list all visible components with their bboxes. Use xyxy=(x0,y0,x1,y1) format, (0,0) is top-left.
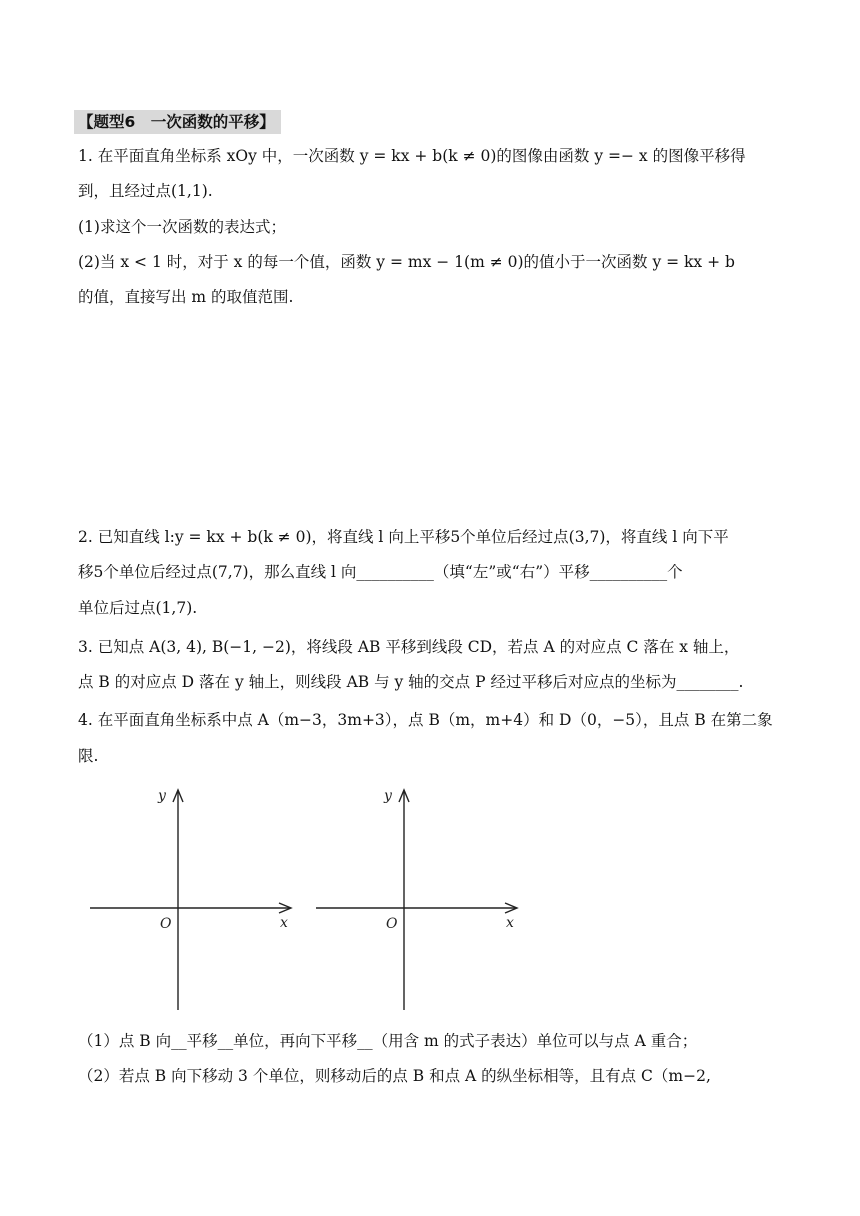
x-axis-label-right: x xyxy=(506,915,514,931)
section-title: 【题型6 一次函数的平移】 xyxy=(74,110,281,134)
problem-2-line-3: 单位后过点(1,7). xyxy=(78,599,198,617)
x-axis-label-left: x xyxy=(280,915,288,931)
coordinate-axes-right xyxy=(312,784,522,1014)
problem-2-line-1: 2. 已知直线 l:y = kx + b(k ≠ 0)，将直线 l 向上平移5个单位后经过点(3,7)，将直线 l 向下平 xyxy=(78,528,729,546)
problem-4-line-2: 限. xyxy=(78,747,99,765)
problem-3-line-2: 点 B 的对应点 D 落在 y 轴上，则线段 AB 与 y 轴的交点 P 经过平移后对应点的坐标为________. xyxy=(78,673,744,691)
problem-1-part-1: (1)求这个一次函数的表达式； xyxy=(78,218,286,236)
problem-1-part-2-cont: 的值，直接写出 m 的取值范围. xyxy=(78,288,294,306)
problem-4-part-2: （2）若点 B 向下移动 3 个单位，则移动后的点 B 和点 A 的纵坐标相等，且有点 C（m−2, xyxy=(78,1067,711,1085)
origin-label-right: O xyxy=(386,916,398,932)
y-axis-label-right: y xyxy=(384,788,392,804)
problem-1-line-2: 到，且经过点(1,1). xyxy=(78,182,213,200)
problem-1-part-2: (2)当 x < 1 时，对于 x 的每一个值，函数 y = mx − 1(m ≠ 0)的值小于一次函数 y = kx + b xyxy=(78,253,735,271)
coordinate-axes-left xyxy=(86,784,296,1014)
y-axis-label-left: y xyxy=(158,788,166,804)
problem-2-line-2: 移5个单位后经过点(7,7)，那么直线 l 向__________（填“左”或“右”）平移__________个 xyxy=(78,563,683,581)
problem-3-line-1: 3. 已知点 A(3, 4), B(−1, −2)，将线段 AB 平移到线段 CD，若点 A 的对应点 C 落在 x 轴上， xyxy=(78,638,740,656)
problem-4-line-1: 4. 在平面直角坐标系中点 A（m−3，3m+3），点 B（m，m+4）和 D（0，−5），且点 B 在第二象 xyxy=(78,711,773,729)
problem-1-line-1: 1. 在平面直角坐标系 xOy 中，一次函数 y = kx + b(k ≠ 0)的图像由函数 y =− x 的图像平移得 xyxy=(78,147,746,165)
problem-4-part-1: （1）点 B 向__平移__单位，再向下平移__（用含 m 的式子表达）单位可以与点 A 重合； xyxy=(78,1032,698,1050)
origin-label-left: O xyxy=(160,916,172,932)
